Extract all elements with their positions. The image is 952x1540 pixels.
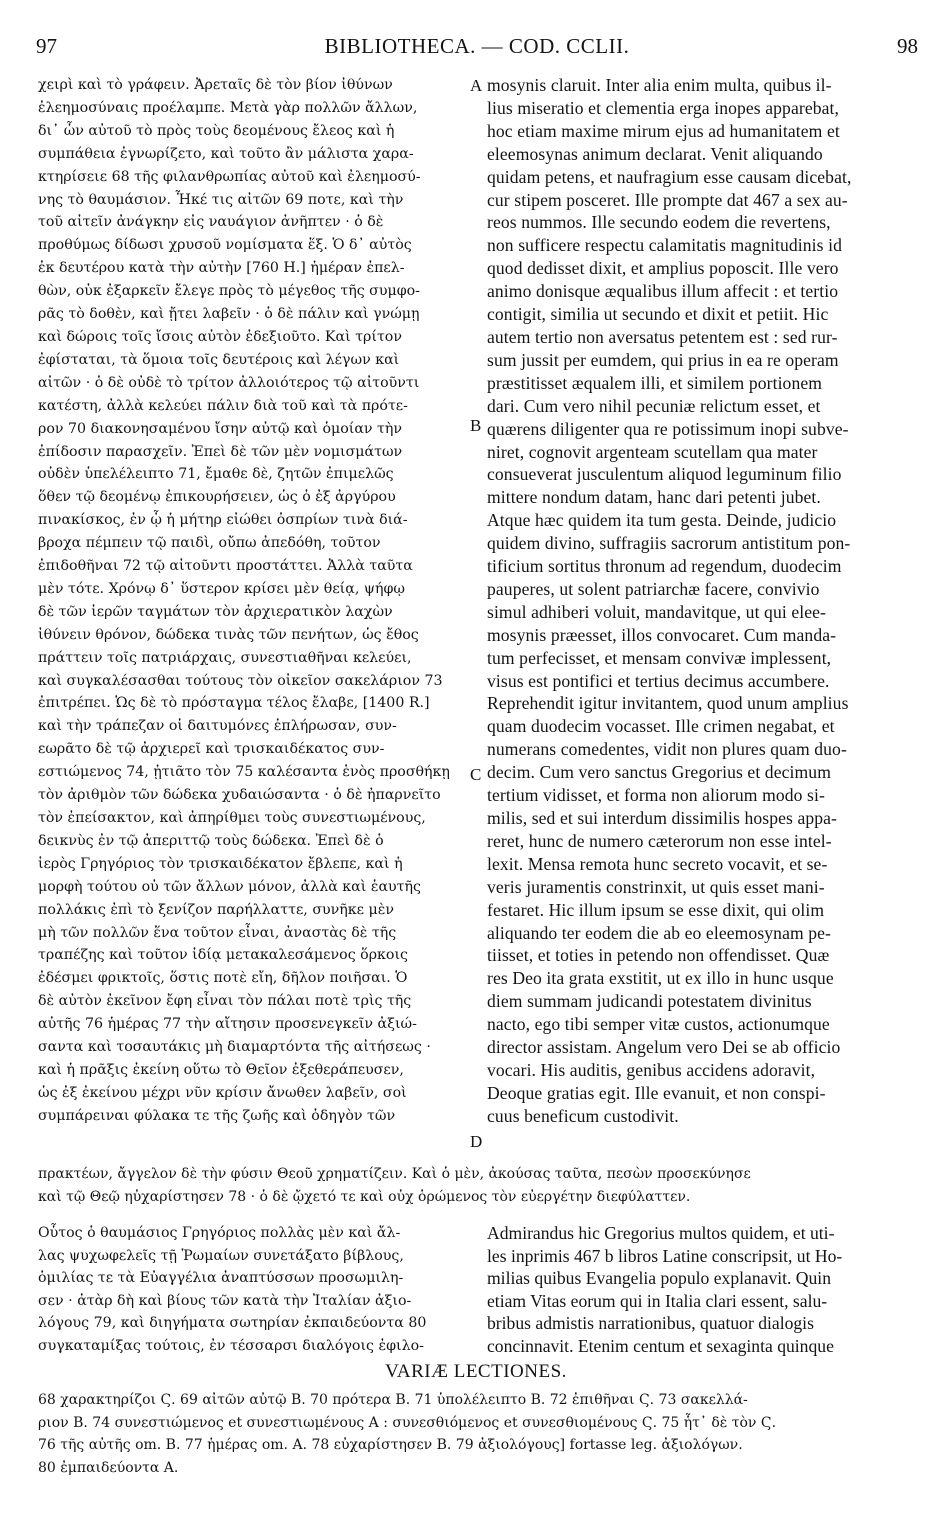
latin-text-line: tertium vidisset, et forma non aliorum modo si- xyxy=(487,785,825,806)
greek-text-line: καὶ δώροις τοῖς ἴσοις αὐτὸν ἐδεξιοῦτο. Καὶ τρίτον xyxy=(38,328,402,345)
greek-text-line: ἐπιδοθῆναι 72 τῷ αἰτοῦντι προστάττει. Ἀλλὰ ταῦτα xyxy=(38,558,413,575)
latin-text-line: mittere nondum datam, hanc dari petenti jubet. xyxy=(487,487,821,508)
latin-text-line: pauperes, ut solent patriarchæ facere, convivio xyxy=(487,578,820,599)
greek-text-line: ἐφίσταται, τὰ ὅμοια τοῖς δευτέροις καὶ λέγων καὶ xyxy=(38,351,400,368)
greek-text-line: λας ψυχωφελεῖς τῇ Ῥωμαίων συνετάξατο βίβλους, xyxy=(38,1247,404,1264)
greek-text-line: Οὗτος ὁ θαυμάσιος Γρηγόριος πολλὰς μὲν καὶ ἄλ- xyxy=(38,1225,401,1241)
latin-text-line: lius miseratio et clementia erga inopes apparebat, xyxy=(487,97,840,118)
latin-text-line: quidem divino, suffragiis sacrorum antistitum pon- xyxy=(487,533,851,554)
greek-text-line: συμπάρειναι φύλακα τε τῆς ζωῆς καὶ ὁδηγὸν τῶν xyxy=(38,1107,396,1124)
greek-text-line: κατέστη, ἀλλὰ κελεύει πάλιν διὰ τοῦ καὶ τὰ πρότε- xyxy=(38,397,408,414)
greek-text-line: ἐκ δευτέρου κατὰ τὴν αὐτὴν [760 H.] ἡμέραν ἐπελ- xyxy=(38,260,405,277)
greek-text-line: καὶ τὴν τράπεζαν οἱ δαιτυμόνες ἐπλήρωσαν, συν- xyxy=(38,718,397,735)
greek-text-line: καὶ τῷ Θεῷ ηὐχαρίστησεν 78 · ὁ δὲ ᾤχετό τε καὶ οὐχ ὁρώμενος τὸν εὐεργέτην διεφύλαττεν. xyxy=(38,1188,691,1205)
greek-text-line: ὁμιλίας τε τὰ Εὐαγγέλια ἀναπτύσσων προσωμιλη- xyxy=(38,1270,404,1287)
greek-text-line: εωρᾶτο δὲ τῷ ἀρχιερεῖ καὶ τρισκαιδέκατος συν- xyxy=(38,741,385,758)
greek-text-line: αὐτῆς 76 ἡμέρας 77 τὴν αἴτησιν προσενεγκεῖν ἀξιώ- xyxy=(38,1016,417,1033)
variant-note-line: 76 τῆς αὐτῆς om. B. 77 ἡμέρας om. A. 78 εὐχαρίστησεν B. 79 ἀξιολόγους] fortasse leg. ἀξιολόγων. xyxy=(38,1437,743,1453)
greek-text-line: πολλάκις ἐπὶ τὸ ξενίζον παρήλλαττε, συνῆκε μὲν xyxy=(38,901,394,918)
latin-text-line: eleemosynas animum declarat. Venit aliquando xyxy=(487,143,823,164)
latin-text-line: reret, hunc de numero cæterorum non esse intel- xyxy=(487,830,832,851)
latin-text-line: visus est pontifici et tertius decimus accumbere. xyxy=(487,670,830,691)
margin-letter-d: D xyxy=(470,1132,483,1151)
greek-text-line: καὶ συγκαλέσασθαι τούτους τὸν οἰκεῖον σακελάριον 73 xyxy=(38,672,443,689)
greek-text-line: ἐλεημοσύναις προέλαμπε. Μετὰ γὰρ πολλῶν ἄλλων, xyxy=(38,99,418,116)
latin-text-line: Admirandus hic Gregorius multos quidem, et uti- xyxy=(487,1223,835,1243)
greek-text-line: τραπέζης καὶ τοῦτον ἰδίᾳ μετακαλεσάμενος ὅρκοις xyxy=(38,947,408,964)
greek-text-line: τὸν ἐπείσακτον, καὶ ἀπηρίθμει τοὺς συνεστιωμένους, xyxy=(38,810,426,826)
page-number-left: 97 xyxy=(36,34,57,58)
latin-text-line: dari. Cum vero nihil pecuniæ relictum esset, et xyxy=(487,395,821,416)
greek-text-line: κτηρίσειε 68 τῆς φιλανθρωπίας αὐτοῦ καὶ ἐλεημοσύ- xyxy=(38,168,421,185)
greek-text-line: ἐπιτρέπει. Ὡς δὲ τὸ πρόσταγμα τέλος ἔλαβε, [1400 R.] xyxy=(38,695,430,712)
latin-text-line: non sufficere respectu calamitatis magnitudinis id xyxy=(487,235,842,256)
latin-text-line: quidam petens, et naufragium esse causam dicebat, xyxy=(487,166,852,187)
latin-column xyxy=(487,74,919,1128)
latin-text-line: aliquando ter eodem die ab eo eleemosynam pe- xyxy=(487,922,832,943)
greek-text-line: ρᾶς τὸ δοθὲν, καὶ ᾔτει λαβεῖν · ὁ δὲ πάλιν καὶ γνώμῃ xyxy=(38,306,420,323)
latin-text-line: tificium sortitus thronum ad regendum, duodecim xyxy=(487,556,842,577)
variae-lectiones-heading: VARIÆ LECTIONES. xyxy=(385,1361,567,1382)
margin-letter-a: A xyxy=(470,76,483,95)
greek-text-line: πινακίσκος, ἐν ᾧ ἡ μήτηρ εἰώθει ὀσπρίων τινὰ διά- xyxy=(38,512,408,529)
latin-text-line: consueverat jusculentum aliquod leguminum filio xyxy=(487,464,842,485)
latin-text-line: res Deo ita grata exstitit, ut ex illo in hunc usque xyxy=(487,968,834,989)
variae-lectiones-notes xyxy=(38,1389,922,1479)
running-title: BIBLIOTHECA. — COD. CCLII. xyxy=(324,34,630,58)
latin-text-line: Atque hæc quidem ita tum gesta. Deinde, judicio xyxy=(487,510,837,531)
latin-text-line: præstitisset æqualem illi, et similem portionem xyxy=(487,372,823,393)
greek-text-line: μορφὴ τούτου οὐ τῶν ἄλλων μόνον, ἀλλὰ καὶ ἑαυτῆς xyxy=(38,878,421,895)
latin-text-line: autem tertio non aversatus petentem est : sed rur- xyxy=(487,326,838,347)
latin-text-line: simul adhiberi voluit, mandavitque, ut qui elee- xyxy=(487,601,827,622)
greek-text-line: δὲ τῶν ἱερῶν ταγμάτων τὸν ἀρχιερατικὸν λαχὼν xyxy=(38,603,393,620)
latin-text-line: milis, sed et sui interdum dissimilis hospes appa- xyxy=(487,808,838,828)
latin-text-line: cur stipem posceret. Ille prompte dat 467 a sex au- xyxy=(487,189,848,210)
greek-text-line: εστιώμενος 74, ᾐτιᾶτο τὸν 75 καλέσαντα ἑνὸς προσθήκῃ xyxy=(38,764,450,781)
latin-text-line: tum perfecisset, et mensam convivæ implessent, xyxy=(487,647,832,668)
latin-text-line: contigit, similia ut secundo et dixit et petiit. Hic xyxy=(487,304,829,325)
margin-letter-c: C xyxy=(470,765,482,784)
greek-text-line: τὸν ἀριθμὸν τῶν δώδεκα χυδαιώσαντα · ὁ δὲ ἠπαρνεῖτο xyxy=(38,787,441,804)
greek-text-line: ἐδέσμει φρικτοῖς, ὅστις ποτὲ εἴη, δῆλον ποιῆσαι. Ὁ xyxy=(38,970,408,987)
variant-note-line: 68 χαρακτηρίζοι Ϛ. 69 αἰτῶν αὐτῷ B. 70 πρότερα B. 71 ὑπολέλειπτο B. 72 ἐπιθῆναι Ϛ. 73 σακελλά- xyxy=(38,1392,748,1408)
latin-text-line: cuus beneficum custodivit. xyxy=(487,1105,679,1126)
greek-text-line: θὼν, οὐκ ἐξαρκεῖν ἔλεγε πρὸς τὸ μέγεθος τῆς συμφο- xyxy=(38,283,420,300)
greek-text-line: σαντα καὶ τοσαυτάκις μὴ διαμαρτόντα τῆς αἰτήσεως · xyxy=(38,1039,431,1056)
latin-text-line: tiisset, et toties in petendo non offendisset. Quæ xyxy=(487,945,830,966)
latin-text-line: niret, cognovit argenteam scutellam qua mater xyxy=(487,441,818,462)
latin-text-line: veris juramentis constrinxit, ut quis esset mani- xyxy=(487,876,825,897)
latin-text-line: animo donisque æqualibus illum affecit : et tertio xyxy=(487,281,839,302)
latin-text-line: quam duodecim vocasset. Ille crimen negabat, et xyxy=(487,716,835,737)
latin-text-line: mosynis claruit. Inter alia enim multa, quibus il- xyxy=(487,75,832,95)
latin-text-line: Reprehendit igitur invitantem, quod unum amplius xyxy=(487,693,849,714)
latin-text-line: quod dedisset dixit, et amplius poposcit. Ille vero xyxy=(487,258,839,279)
latin-text-line: festaret. Hic illum ipsum se esse dixit, qui olim xyxy=(487,899,825,920)
latin-column-second-section xyxy=(487,1222,919,1358)
greek-text-line: ὡς ἐξ ἐκείνου μέχρι νῦν κρίσιν ἄνωθεν λαβεῖν, σοὶ xyxy=(38,1084,407,1101)
greek-text-line: βροχα πέμπειν τῷ παιδὶ, οὔπω ἀπεδόθη, τοῦτον xyxy=(38,535,381,552)
latin-text-line: nacto, ego tibi semper vitæ custos, actionumque xyxy=(487,1014,830,1035)
greek-text-line: ρον 70 διακονησαμένου ἴσην αὐτῷ καὶ ὁμοίαν τὴν xyxy=(38,420,403,437)
latin-text-line: etiam Vitas eorum qui in Italia clari essent, salu- xyxy=(487,1290,828,1311)
page-number-right: 98 xyxy=(897,34,918,58)
greek-text-line: τοῦ αἰτεῖν ἀνάγκην εἰς ναυάγιον ἀνῆπτεν · ὁ δὲ xyxy=(38,214,384,231)
margin-letter-b: B xyxy=(470,416,482,435)
greek-text-line: ἰθύνειν θρόνον, δώδεκα τινὰς τῶν πενήτων, ὡς ἔθος xyxy=(38,626,419,643)
greek-text-line: δι᾽ ὧν αὐτοῦ τὸ πρὸς τοὺς δεομένους ἔλεος καὶ ἡ xyxy=(38,122,395,139)
latin-text-line: mosynis præesset, illos convocaret. Cum manda- xyxy=(487,624,837,645)
latin-text-line: concinnavit. Etenim centum et sexaginta quinque xyxy=(487,1335,834,1356)
greek-text-line: αἰτῶν · ὁ δὲ οὐδὲ τὸ τρίτον ἀλλοιότερος τῷ αἰτοῦντι xyxy=(38,374,420,391)
latin-text-line: Deoque gratias egit. Ille evanuit, et non conspi- xyxy=(487,1082,826,1103)
greek-text-line: μὴ τῶν πολλῶν ἕνα τοῦτον εἶναι, ἀναστὰς δὲ τῆς xyxy=(38,924,397,941)
greek-text-line: ὅθεν τῷ δεομένῳ ἐπικουρήσειεν, ὡς ὁ ἐξ ἀργύρου xyxy=(38,489,396,506)
latin-text-line: milias quibus Evangelia populo explanavit. Quin xyxy=(487,1268,831,1289)
greek-text-line: πράττειν τοῖς πατριάρχαις, συνεστιαθῆναι κελεύει, xyxy=(38,649,412,666)
latin-text-line: quærens diligenter qua re potissimum inopi subve- xyxy=(487,418,849,439)
variant-note-line: ριον B. 74 συνεστιώμενος et συνεστιωμένους A : συνεσθιόμενος et συνεσθιομένους Ϛ. 75 ἧτ᾽ δὲ τὸν Ϛ. xyxy=(38,1414,777,1431)
latin-text-line: vocari. His auditis, genibus accidens adoravit, xyxy=(487,1059,816,1080)
greek-text-line: συγκαταμίξας τούτοις, ἐν τέσσαρσι διαλόγοις ἐφιλο- xyxy=(38,1337,424,1354)
latin-text-line: bribus admistis narrationibus, quatuor dialogis xyxy=(487,1313,814,1334)
greek-column-second-section xyxy=(38,1222,478,1358)
latin-text-line: hoc etiam maxime mirum ejus ad humanitatem et xyxy=(487,120,840,141)
page-header xyxy=(32,30,922,64)
greek-text-line: δεικνὺς ἐν τῷ ἀπεριττῷ τοὺς δώδεκα. Ἐπεὶ δὲ ὁ xyxy=(38,832,384,849)
greek-text-line: ἐπίδοσιν παρασχεῖν. Ἐπεὶ δὲ τῶν μὲν νομισμάτων xyxy=(38,443,403,460)
greek-text-line: ἱερὸς Γρηγόριος τὸν τρισκαιδέκατον ἔβλεπε, καὶ ἡ xyxy=(38,855,403,872)
greek-text-line: καὶ ἡ πρᾶξις ἐκείνη οὕτω τὸ Θεῖον ἐξεθεράπευσεν, xyxy=(38,1061,404,1078)
latin-text-line: decim. Cum vero sanctus Gregorius et decimum xyxy=(487,762,831,783)
greek-text-line: σεν · ἀτὰρ δὴ καὶ βίους τῶν κατὰ τὴν Ἰταλίαν ἀξιο- xyxy=(38,1292,412,1309)
latin-text-line: les inprimis 467 b libros Latine conscripsit, ut Ho- xyxy=(487,1245,843,1266)
latin-text-line: diem summam judicandi potestatem divinitus xyxy=(487,991,812,1012)
greek-text-line: νης τὸ θαυμάσιον. Ἧκέ τις αἰτῶν 69 ποτε, καὶ τὴν xyxy=(38,191,404,208)
greek-text-line: δὲ αὐτὸν ἐκεῖνον ἔφη εἶναι τὸν πάλαι ποτὲ τρὶς τῆς xyxy=(38,993,412,1010)
greek-column xyxy=(38,74,478,1128)
greek-text-line: μὲν τότε. Χρόνῳ δ᾽ ὕστερον κρίσει μὲν θείᾳ, ψήφῳ xyxy=(38,580,405,597)
variant-note-line: 80 ἐμπαιδεύοντα A. xyxy=(38,1459,179,1476)
greek-text-line: προθύμως δίδωσι χρυσοῦ νομίσματα ἕξ. Ὁ δ᾽ αὐτὸς xyxy=(38,237,412,254)
latin-text-line: numerans comedentes, vidit non plures quam duo- xyxy=(487,739,847,760)
greek-text-line: χειρὶ καὶ τὸ γράφειν. Ἀρεταῖς δὲ τὸν βίον ἰθύνων xyxy=(38,77,393,93)
greek-text-line: πρακτέων, ἄγγελον δὲ τὴν φύσιν Θεοῦ χρηματίζειν. Καὶ ὁ μὲν, ἀκούσας ταῦτα, πεσὼν προσεκύνησε xyxy=(38,1166,751,1182)
latin-text-line: lexit. Mensa remota hunc secreto vocavit, et se- xyxy=(487,853,828,874)
latin-text-line: sum jussit per eumdem, qui prius in ea re operam xyxy=(487,349,839,370)
greek-full-width-text xyxy=(38,1163,922,1208)
latin-text-line: director assistam. Angelum vero Dei se ab officio xyxy=(487,1037,841,1058)
latin-text-line: reos nummos. Ille secundo eodem die revertens, xyxy=(487,212,831,233)
greek-text-line: λόγους 79, καὶ διηγήματα σωτηρίαν ἐκπαιδεύοντα 80 xyxy=(38,1315,427,1332)
greek-text-line: οὐδὲν ὑπελέλειπτο 71, ἔμαθε δὲ, ζητῶν ἐπιμελῶς xyxy=(38,466,394,483)
greek-text-line: συμπάθεια ἐγνωρίζετο, καὶ τοῦτο ἂν μάλιστα χαρα- xyxy=(38,145,414,162)
